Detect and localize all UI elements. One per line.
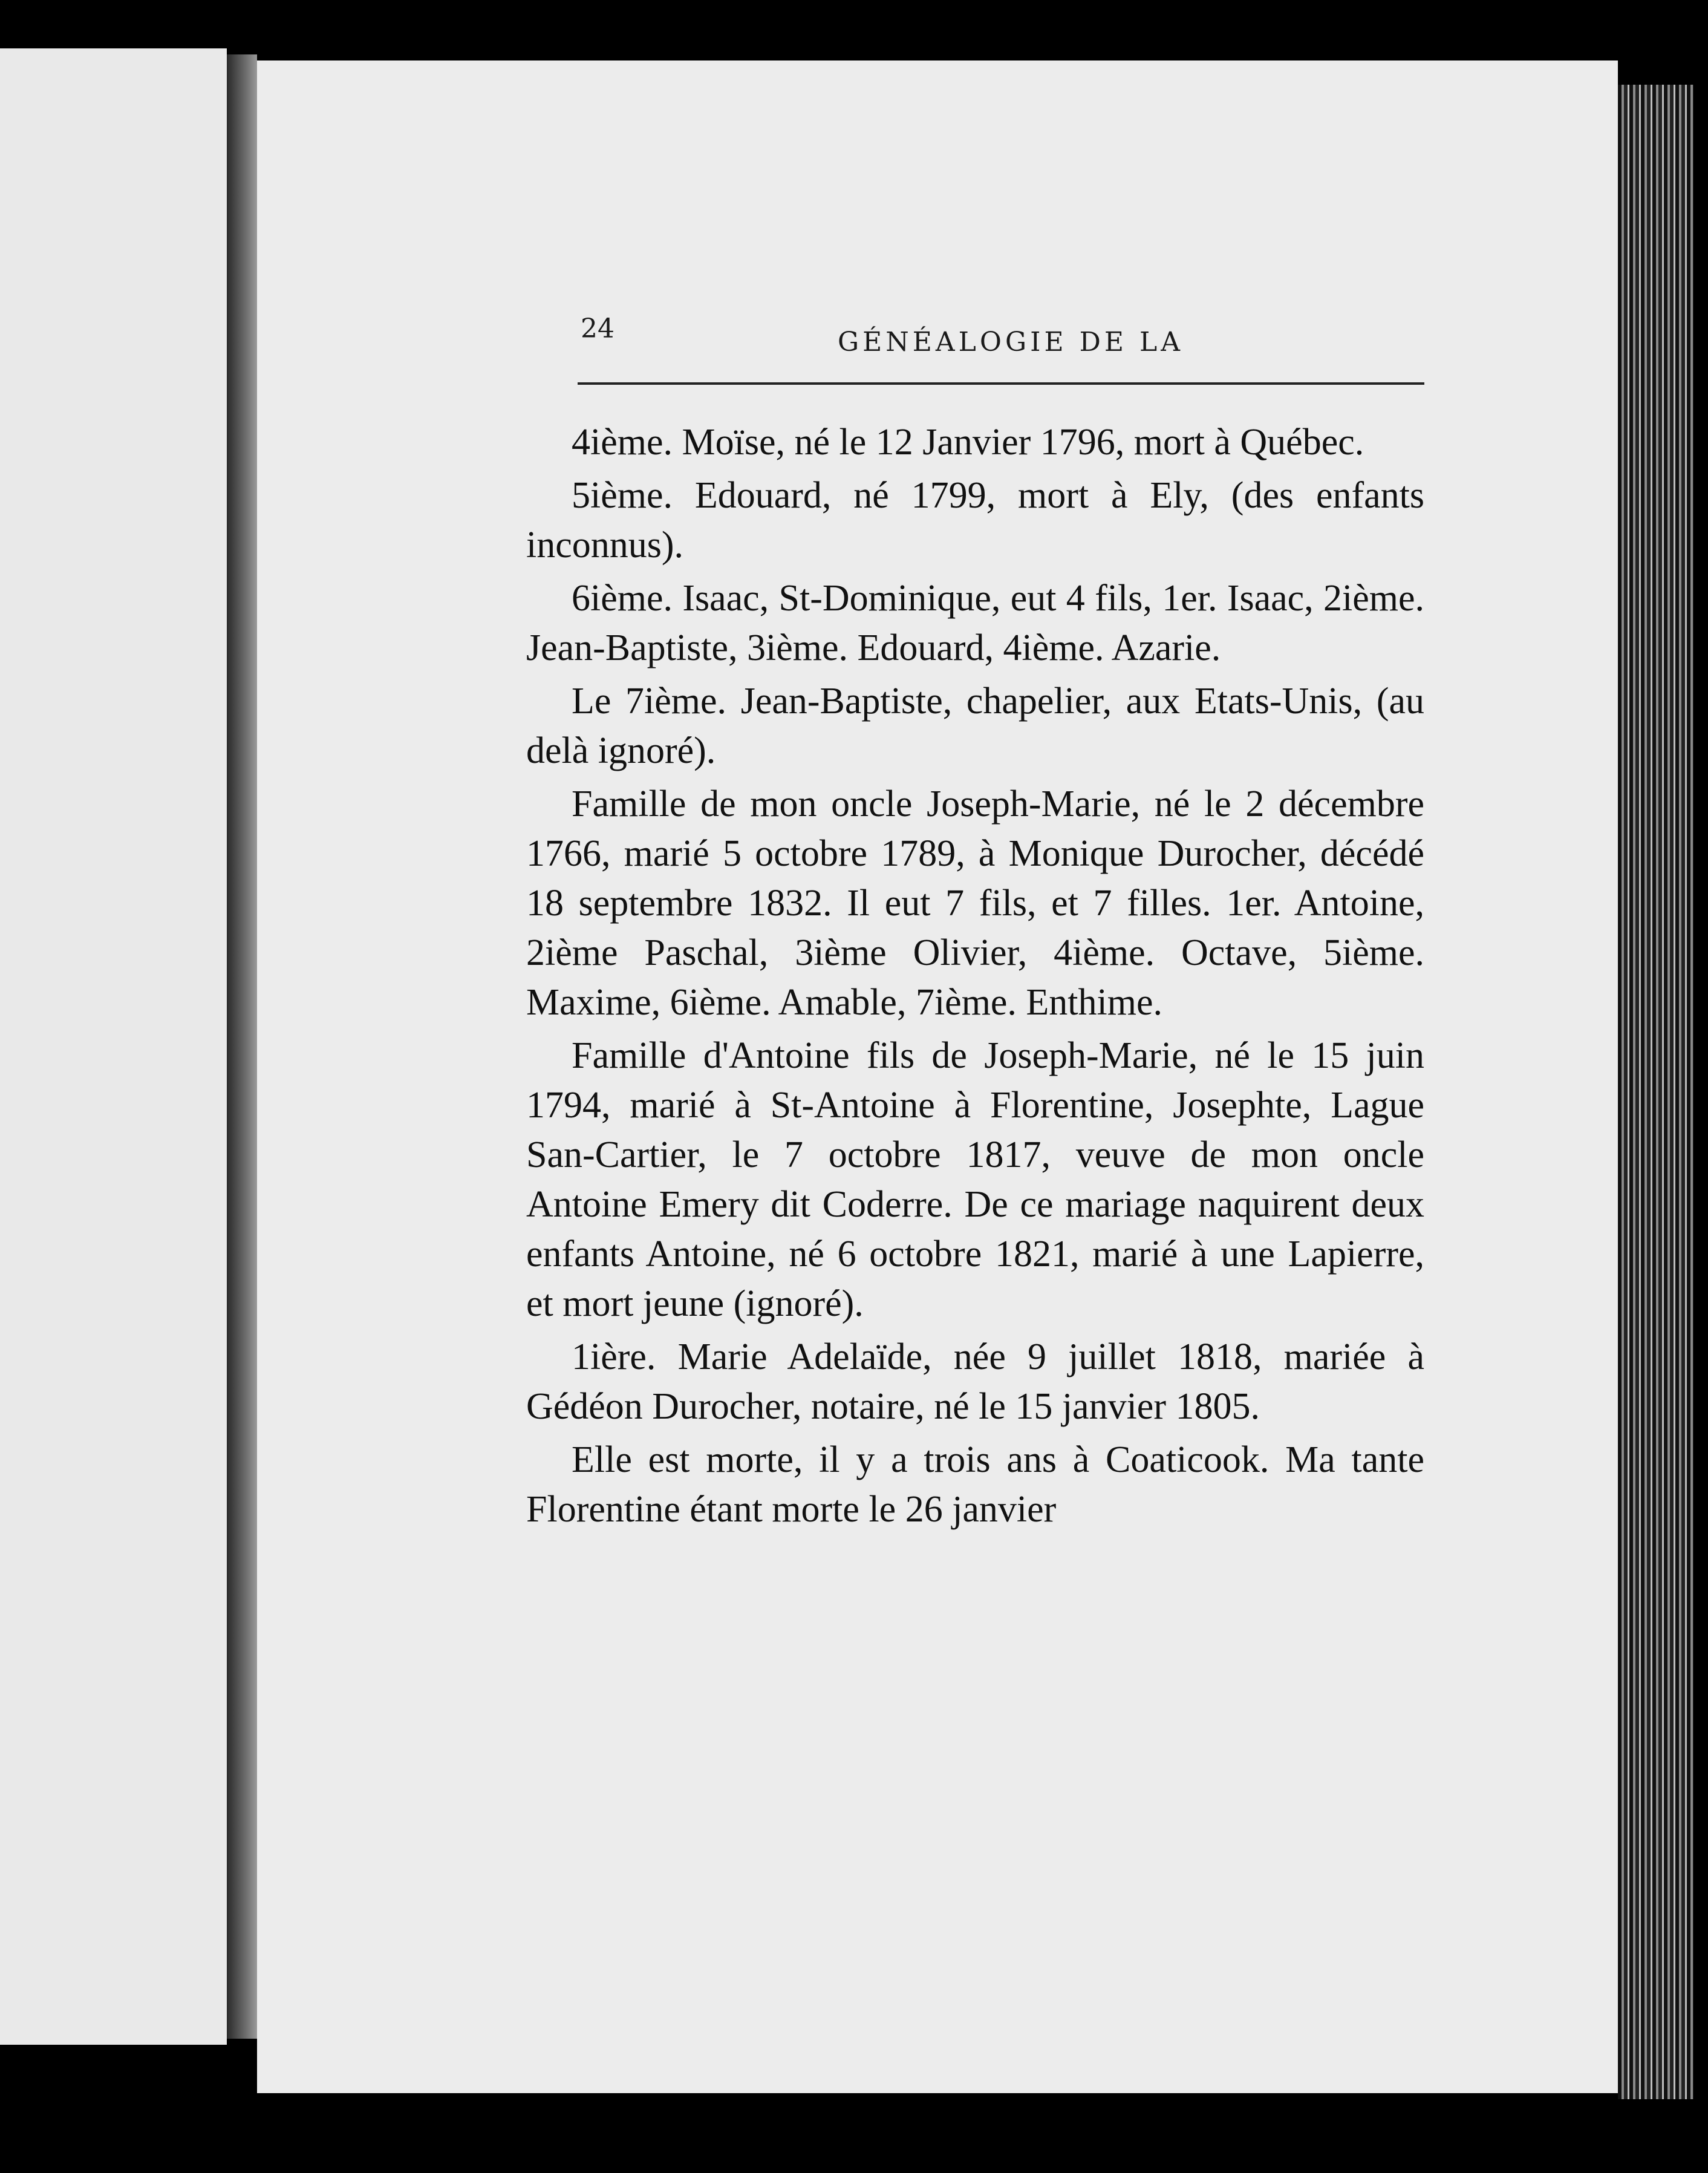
previous-page-edge [0,48,227,2045]
paragraph: Famille d'Antoine fils de Joseph-Marie, né le 15 juin 1794, marié à St-Antoine à Florentine, Josephte, Lague San-Cartier, le 7 octobre 1817, veuve de mon oncle Antoine Emery dit Coderre. De ce mariage naquirent deux enfants Antoine, né 6 octobre 1821, marié à une Lapierre, et mort jeune (ignoré). [526,1035,1424,1324]
body-text [526,417,1424,1538]
paragraph: 5ième. Edouard, né 1799, mort à Ely, (des enfants inconnus). [526,475,1424,566]
paragraph: 1ière. Marie Adelaïde, née 9 juillet 1818, mariée à Gédéon Durocher, notaire, né le 15 janvier 1805. [526,1336,1424,1427]
running-head-title: GÉNÉALOGIE DE LA [838,327,1184,358]
page-stack-edge [1618,85,1693,2099]
paragraph: Famille de mon oncle Joseph-Marie, né le 2 décembre 1766, marié 5 octobre 1789, à Monique Durocher, décédé 18 septembre 1832. Il eut 7 fils, et 7 filles. 1er. Antoine, 2ième Paschal, 3ième Olivier, 4ième. Octave, 5ième. Maxime, 6ième. Amable, 7ième. Enthime. [526,783,1424,1023]
book-gutter [227,54,257,2039]
header-rule [578,382,1424,385]
paragraph: Elle est morte, il y a trois ans à Coaticook. Ma tante Florentine étant morte le 26 janvier [526,1439,1424,1530]
paragraph: 6ième. Isaac, St-Dominique, eut 4 fils, 1er. Isaac, 2ième. Jean-Baptiste, 3ième. Edouard, 4ième. Azarie. [526,578,1424,668]
paragraph: 4ième. Moïse, né le 12 Janvier 1796, mort à Québec. [572,422,1364,463]
paragraph: Le 7ième. Jean-Baptiste, chapelier, aux Etats-Unis, (au delà ignoré). [526,681,1424,771]
page-number: 24 [581,313,614,344]
